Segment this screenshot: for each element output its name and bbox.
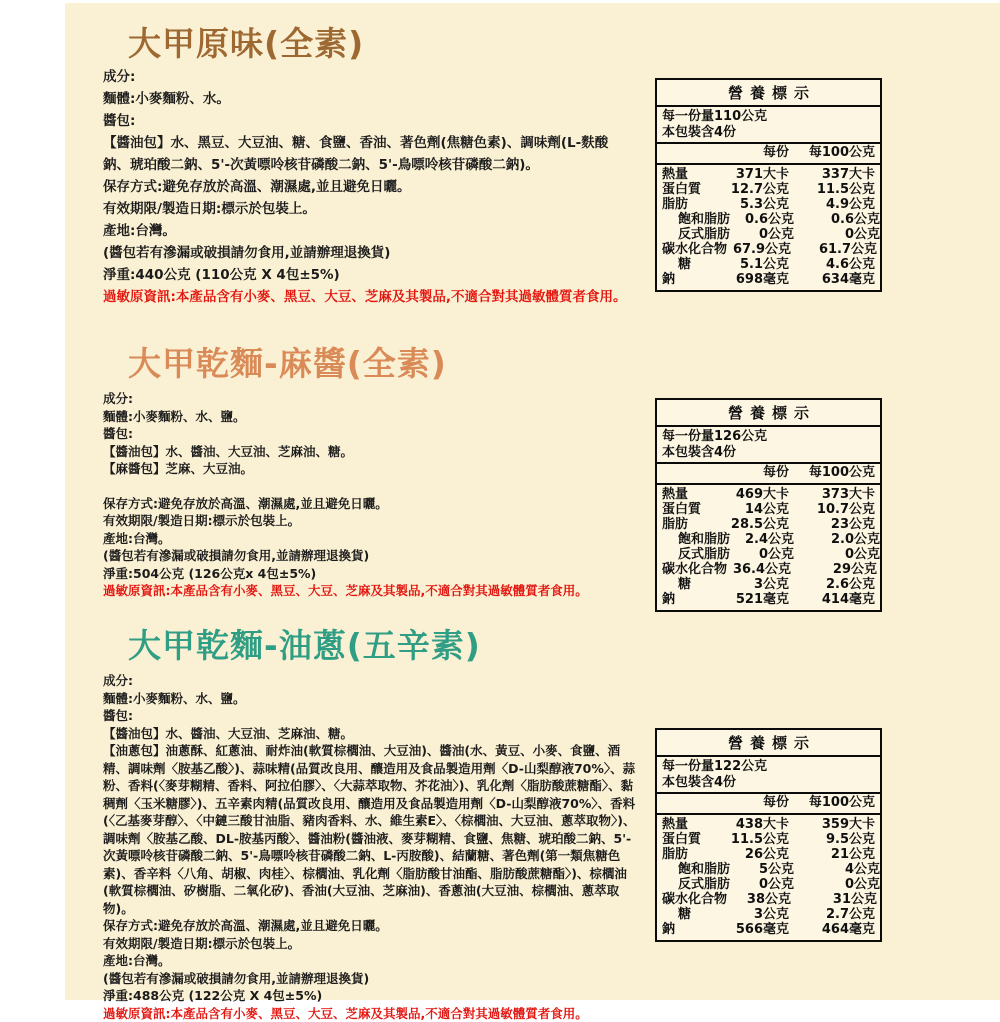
description-line: 保存方式:避免存放於高溫、潮濕處,並且避免日曬。 xyxy=(103,917,643,935)
product-title: 大甲乾麵-麻醬(全素) xyxy=(128,338,447,385)
nutrition-row xyxy=(662,227,875,242)
per-100g-value: 414毫克 xyxy=(789,592,875,607)
per-serving-value: 67.9公克 xyxy=(727,242,791,257)
nutrient-label: 脂肪 xyxy=(662,517,725,532)
nutrient-label: 脂肪 xyxy=(662,847,725,862)
description-line: 淨重:440公克 (110公克 X 4包±5%) xyxy=(103,264,635,286)
nutrition-row xyxy=(662,847,875,862)
description-line: 保存方式:避免存放於高溫、潮濕處,並且避免日曬。 xyxy=(103,495,643,513)
per-serving-value: 698毫克 xyxy=(725,272,789,287)
description-line: 醬包: xyxy=(103,110,635,132)
description-line: 麵體:小麥麵粉、水、鹽。 xyxy=(103,690,643,708)
per-100g-value: 359大卡 xyxy=(789,817,875,832)
per-serving-value: 26公克 xyxy=(725,847,789,862)
per-serving-value: 0.6公克 xyxy=(730,212,794,227)
nutrient-label: 飽和脂肪 xyxy=(662,532,730,547)
nutrition-table-title: 營養標示 xyxy=(657,400,880,427)
nutrient-label: 鈉 xyxy=(662,922,725,937)
per-100g-value: 0公克 xyxy=(794,227,880,242)
per-serving-header: 每份 xyxy=(725,465,789,481)
per-serving-value: 0公克 xyxy=(730,877,794,892)
nutrition-row xyxy=(662,257,875,272)
nutrition-table-title: 營養標示 xyxy=(657,730,880,757)
description-line: 過敏原資訊:本產品含有小麥、黑豆、大豆、芝麻及其製品,不適合對其過敏體質者食用。 xyxy=(103,286,635,308)
description-line: 醬包: xyxy=(103,707,643,725)
product-title: 大甲乾麵-油蔥(五辛素) xyxy=(128,620,481,667)
per-100g-value: 0.6公克 xyxy=(794,212,880,227)
per-100g-header: 每100公克 xyxy=(789,795,875,811)
nutrient-label: 糖 xyxy=(662,577,725,592)
nutrient-label: 脂肪 xyxy=(662,197,725,212)
description-line: (醬包若有滲漏或破損請勿食用,並請辦理退換貨) xyxy=(103,242,635,264)
product-title: 大甲原味(全素) xyxy=(128,18,364,65)
nutrient-column-spacer xyxy=(662,795,725,811)
nutrition-row xyxy=(662,502,875,517)
per-100g-value: 2.7公克 xyxy=(789,907,875,922)
serving-size: 每一份量126公克 xyxy=(662,429,875,445)
nutrient-label: 蛋白質 xyxy=(662,182,725,197)
nutrition-row xyxy=(662,922,875,937)
nutrition-row xyxy=(662,817,875,832)
nutrient-label: 熱量 xyxy=(662,487,725,502)
per-serving-value: 566毫克 xyxy=(725,922,789,937)
serving-size: 每一份量110公克 xyxy=(662,109,875,125)
nutrient-label: 鈉 xyxy=(662,592,725,607)
nutrient-label: 飽和脂肪 xyxy=(662,212,730,227)
per-100g-value: 29公克 xyxy=(791,562,877,577)
description-line: 過敏原資訊:本產品含有小麥、黑豆、大豆、芝麻及其製品,不適合對其過敏體質者食用。 xyxy=(103,1005,643,1022)
product-description xyxy=(103,390,643,600)
nutrition-row xyxy=(662,272,875,287)
per-serving-value: 469大卡 xyxy=(725,487,789,502)
nutrition-row xyxy=(662,862,875,877)
nutrition-facts-table xyxy=(655,728,882,942)
per-serving-value: 0公克 xyxy=(730,227,794,242)
description-line: 醬包: xyxy=(103,425,643,443)
nutrition-row xyxy=(662,907,875,922)
nutrition-facts-table xyxy=(655,78,882,292)
nutrient-label: 反式脂肪 xyxy=(662,227,730,242)
per-100g-value: 337大卡 xyxy=(789,167,875,182)
per-100g-value: 31公克 xyxy=(791,892,877,907)
nutrient-label: 反式脂肪 xyxy=(662,547,730,562)
description-line: 過敏原資訊:本產品含有小麥、黑豆、大豆、芝麻及其製品,不適合對其過敏體質者食用。 xyxy=(103,582,643,600)
description-line: (醬包若有滲漏或破損請勿食用,並請辦理退換貨) xyxy=(103,970,643,988)
per-serving-value: 438大卡 xyxy=(725,817,789,832)
description-line: 產地:台灣。 xyxy=(103,220,635,242)
nutrition-row xyxy=(662,892,875,907)
description-line: 淨重:504公克 (126公克x 4包±5%) xyxy=(103,565,643,583)
per-serving-value: 5.3公克 xyxy=(725,197,789,212)
nutrient-label: 糖 xyxy=(662,257,725,272)
per-100g-value: 10.7公克 xyxy=(789,502,875,517)
per-serving-value: 5.1公克 xyxy=(725,257,789,272)
description-line: 產地:台灣。 xyxy=(103,530,643,548)
description-line: 成分: xyxy=(103,390,643,408)
serving-info xyxy=(657,757,880,794)
per-100g-value: 4.6公克 xyxy=(789,257,875,272)
per-100g-value: 61.7公克 xyxy=(791,242,877,257)
description-line: 保存方式:避免存放於高溫、潮濕處,並且避免日曬。 xyxy=(103,176,635,198)
per-100g-value: 373大卡 xyxy=(789,487,875,502)
per-100g-header: 每100公克 xyxy=(789,465,875,481)
description-line: 淨重:488公克 (122公克 X 4包±5%) xyxy=(103,987,643,1005)
nutrition-row xyxy=(662,197,875,212)
nutrient-label: 熱量 xyxy=(662,167,725,182)
per-serving-value: 5公克 xyxy=(730,862,794,877)
nutrition-row xyxy=(662,547,875,562)
nutrient-label: 鈉 xyxy=(662,272,725,287)
per-serving-value: 2.4公克 xyxy=(730,532,794,547)
per-serving-value: 0公克 xyxy=(730,547,794,562)
description-line: 麵體:小麥麵粉、水、鹽。 xyxy=(103,408,643,426)
per-serving-value: 36.4公克 xyxy=(727,562,791,577)
nutrient-label: 碳水化合物 xyxy=(662,562,727,577)
description-line: (醬包若有滲漏或破損請勿食用,並請辦理退換貨) xyxy=(103,547,643,565)
description-line: 成分: xyxy=(103,66,635,88)
description-line: 【醬油包】水、黑豆、大豆油、糖、食鹽、香油、著色劑(焦糖色素)、調味劑(L-麩酸鈉、琥珀酸二鈉、5'-次黃嘌呤核苷磷酸二鈉、5'-鳥嘌呤核苷磷酸二鈉)。 xyxy=(103,132,635,176)
description-line: 【醬油包】水、醬油、大豆油、芝麻油、糖。 xyxy=(103,725,643,743)
per-100g-value: 11.5公克 xyxy=(789,182,875,197)
per-100g-value: 4公克 xyxy=(794,862,880,877)
per-100g-value: 2.0公克 xyxy=(794,532,880,547)
nutrient-label: 反式脂肪 xyxy=(662,877,730,892)
per-100g-value: 21公克 xyxy=(789,847,875,862)
description-line: 麵體:小麥麵粉、水。 xyxy=(103,88,635,110)
per-serving-value: 38公克 xyxy=(727,892,791,907)
per-100g-value: 0公克 xyxy=(794,547,880,562)
description-line: 有效期限/製造日期:標示於包裝上。 xyxy=(103,198,635,220)
nutrition-row xyxy=(662,487,875,502)
nutrition-row xyxy=(662,577,875,592)
serving-size: 每一份量122公克 xyxy=(662,759,875,775)
nutrition-rows xyxy=(657,165,880,290)
nutrient-label: 蛋白質 xyxy=(662,832,725,847)
per-100g-value: 23公克 xyxy=(789,517,875,532)
per-100g-value: 4.9公克 xyxy=(789,197,875,212)
nutrition-column-headers xyxy=(657,794,880,815)
nutrient-column-spacer xyxy=(662,145,725,161)
per-100g-value: 2.6公克 xyxy=(789,577,875,592)
per-serving-value: 14公克 xyxy=(725,502,789,517)
nutrient-label: 碳水化合物 xyxy=(662,242,727,257)
per-serving-value: 12.7公克 xyxy=(725,182,789,197)
per-100g-header: 每100公克 xyxy=(789,145,875,161)
description-line: 【醬油包】水、醬油、大豆油、芝麻油、糖。 xyxy=(103,443,643,461)
serving-info xyxy=(657,427,880,464)
nutrient-label: 飽和脂肪 xyxy=(662,862,730,877)
description-line: 產地:台灣。 xyxy=(103,952,643,970)
description-line: 【油蔥包】油蔥酥、紅蔥油、耐炸油(軟質棕櫚油、大豆油)、醬油(水、黃豆、小麥、食鹽、酒精、調味劑〈胺基乙酸〉)、蒜味精(品質改良用、釀造用及食品製造用劑〈D-山梨醇液70%〉、蒜粉、香料(〈麥芽糊精、香料、阿拉伯膠〉、〈大蒜萃取物、芥花油〉)、乳化劑〈脂肪酸蔗糖酯〉、黏稠劑〈玉米糖膠〉)、五辛素肉精(品質改良用、釀造用及食品製造用劑〈D-山梨醇液70%〉、香料(〈乙基麥芽醇〉、〈中鏈三酸甘油脂、豬肉香料、水、維生素E〉、〈棕櫚油、大豆油、蔥萃取物〉)、調味劑〈胺基乙酸、DL-胺基丙酸〉、醬油粉(醬油液、麥芽糊精、食鹽、焦糖、琥珀酸二鈉、5'-次黃嘌呤核苷磷酸二鈉、5'-鳥嘌呤核苷磷酸二鈉、L-丙胺酸)、結蘭糖、著色劑(第一類焦糖色素)、香辛料〈八角、胡椒、肉桂〉、棕櫚油、乳化劑〈脂肪酸甘油酯、脂肪酸蔗糖酯〉)、棕櫚油(軟質棕櫚油、矽樹脂、二氧化矽)、香油(大豆油、芝麻油)、香蔥油(大豆油、棕櫚油、蔥萃取物)。 xyxy=(103,742,643,917)
per-serving-value: 371大卡 xyxy=(725,167,789,182)
nutrition-column-headers xyxy=(657,464,880,485)
product-description xyxy=(103,66,635,308)
per-serving-header: 每份 xyxy=(725,145,789,161)
nutrient-label: 碳水化合物 xyxy=(662,892,727,907)
description-line: 【麻醬包】芝麻、大豆油。 xyxy=(103,460,643,478)
servings-per-pack: 本包裝含4份 xyxy=(662,125,875,141)
per-100g-value: 464毫克 xyxy=(789,922,875,937)
nutrition-facts-table xyxy=(655,398,882,612)
nutrient-label: 蛋白質 xyxy=(662,502,725,517)
per-serving-value: 521毫克 xyxy=(725,592,789,607)
nutrition-row xyxy=(662,212,875,227)
nutrition-row xyxy=(662,532,875,547)
nutrition-row xyxy=(662,167,875,182)
description-line: 有效期限/製造日期:標示於包裝上。 xyxy=(103,512,643,530)
nutrition-row xyxy=(662,832,875,847)
per-serving-value: 3公克 xyxy=(725,577,789,592)
servings-per-pack: 本包裝含4份 xyxy=(662,775,875,791)
nutrition-table-title: 營養標示 xyxy=(657,80,880,107)
nutrition-row xyxy=(662,182,875,197)
description-line: 成分: xyxy=(103,672,643,690)
product-description xyxy=(103,672,643,1022)
nutrient-column-spacer xyxy=(662,465,725,481)
per-100g-value: 634毫克 xyxy=(789,272,875,287)
servings-per-pack: 本包裝含4份 xyxy=(662,445,875,461)
nutrition-row xyxy=(662,877,875,892)
nutrition-row xyxy=(662,517,875,532)
per-serving-header: 每份 xyxy=(725,795,789,811)
nutrition-row xyxy=(662,242,875,257)
nutrient-label: 熱量 xyxy=(662,817,725,832)
nutrition-row xyxy=(662,592,875,607)
nutrition-row xyxy=(662,562,875,577)
nutrition-column-headers xyxy=(657,144,880,165)
description-line: 有效期限/製造日期:標示於包裝上。 xyxy=(103,935,643,953)
per-serving-value: 28.5公克 xyxy=(725,517,789,532)
nutrition-rows xyxy=(657,485,880,610)
per-serving-value: 11.5公克 xyxy=(725,832,789,847)
per-100g-value: 0公克 xyxy=(794,877,880,892)
serving-info xyxy=(657,107,880,144)
per-serving-value: 3公克 xyxy=(725,907,789,922)
nutrient-label: 糖 xyxy=(662,907,725,922)
per-100g-value: 9.5公克 xyxy=(789,832,875,847)
nutrition-rows xyxy=(657,815,880,940)
